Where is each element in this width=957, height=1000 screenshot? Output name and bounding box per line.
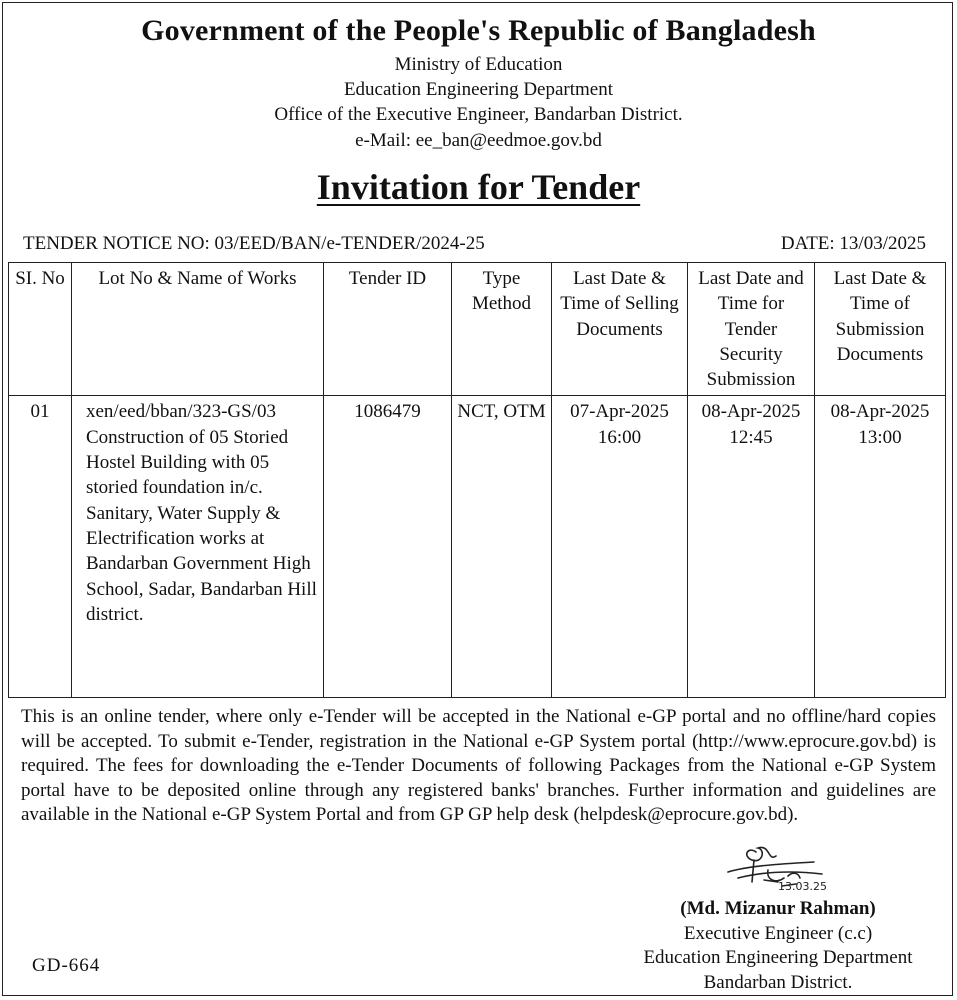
cell-selling-date: 07-Apr-2025 16:00 <box>552 396 688 698</box>
signatory-designation: Executive Engineer (c.c) <box>683 922 873 944</box>
cell-sl-no: 01 <box>9 396 72 698</box>
cell-type-method: NCT, OTM <box>452 396 552 698</box>
email-line: e-Mail: ee_ban@eedmoe.gov.bd <box>355 130 602 151</box>
signatory-department: Education Engineering Department <box>643 947 913 968</box>
signatory-name: (Md. Mizanur Rahman) <box>680 898 876 919</box>
header-type-method: Type Method <box>452 263 552 396</box>
header-works: Lot No & Name of Works <box>72 263 324 396</box>
signature-block <box>628 897 928 995</box>
cell-tender-id: 1086479 <box>324 396 452 698</box>
title-text: Invitation for Tender <box>316 167 641 207</box>
header-security-date: Last Date and Time for Tender Security Submission <box>688 263 815 396</box>
cell-works: xen/eed/bban/323-GS/03 Construction of 05 Storied Hostel Building with 05 storied foundation in/c. Sanitary, Water Supply & Electrification works at Bandarban Government High School, Sadar, Bandarban Hill district. <box>72 396 324 698</box>
office-line: Office of the Executive Engineer, Bandarban District. <box>274 104 683 125</box>
header-submission-date: Last Date & Time of Submission Documents <box>815 263 946 396</box>
footer-code: GD-664 <box>32 955 101 976</box>
signatory-district: Bandarban District. <box>703 971 853 993</box>
tender-instructions: This is an online tender, where only e-Tender will be accepted in the National e-GP portal and no offline/hard copies will be accepted. To submit e-Tender, registration in the National e-GP System portal (http://www.eprocure.gov.bd) is required. The fees for downloading the e-Tender Documents of following Packages from the National e-GP System portal have to be deposited online through any registered banks' branches. Further information and guidelines are available in the National e-GP System Portal and from GP GP help desk (helpdesk@eprocure.gov.bd). <box>21 706 936 826</box>
government-heading: Government of the People's Republic of Bangladesh <box>141 14 816 47</box>
cell-security-date: 08-Apr-2025 12:45 <box>688 396 815 698</box>
header-selling-date: Last Date & Time of Selling Documents <box>552 263 688 396</box>
ministry-line: Ministry of Education <box>394 54 563 75</box>
table-header-row <box>9 263 946 396</box>
header-sl-no: SI. No <box>9 263 72 396</box>
tender-notice-number: TENDER NOTICE NO: 03/EED/BAN/e-TENDER/2024-25 <box>23 233 485 254</box>
signature-mark <box>718 842 833 894</box>
table-row <box>9 396 946 698</box>
header-tender-id: Tender ID <box>324 263 452 396</box>
department-line: Education Engineering Department <box>343 79 614 100</box>
svg-text:13.03.25: 13.03.25 <box>778 880 827 893</box>
cell-submission-date: 08-Apr-2025 13:00 <box>815 396 946 698</box>
notice-date: DATE: 13/03/2025 <box>780 233 926 254</box>
page-title <box>0 166 957 208</box>
tender-table <box>8 262 946 698</box>
